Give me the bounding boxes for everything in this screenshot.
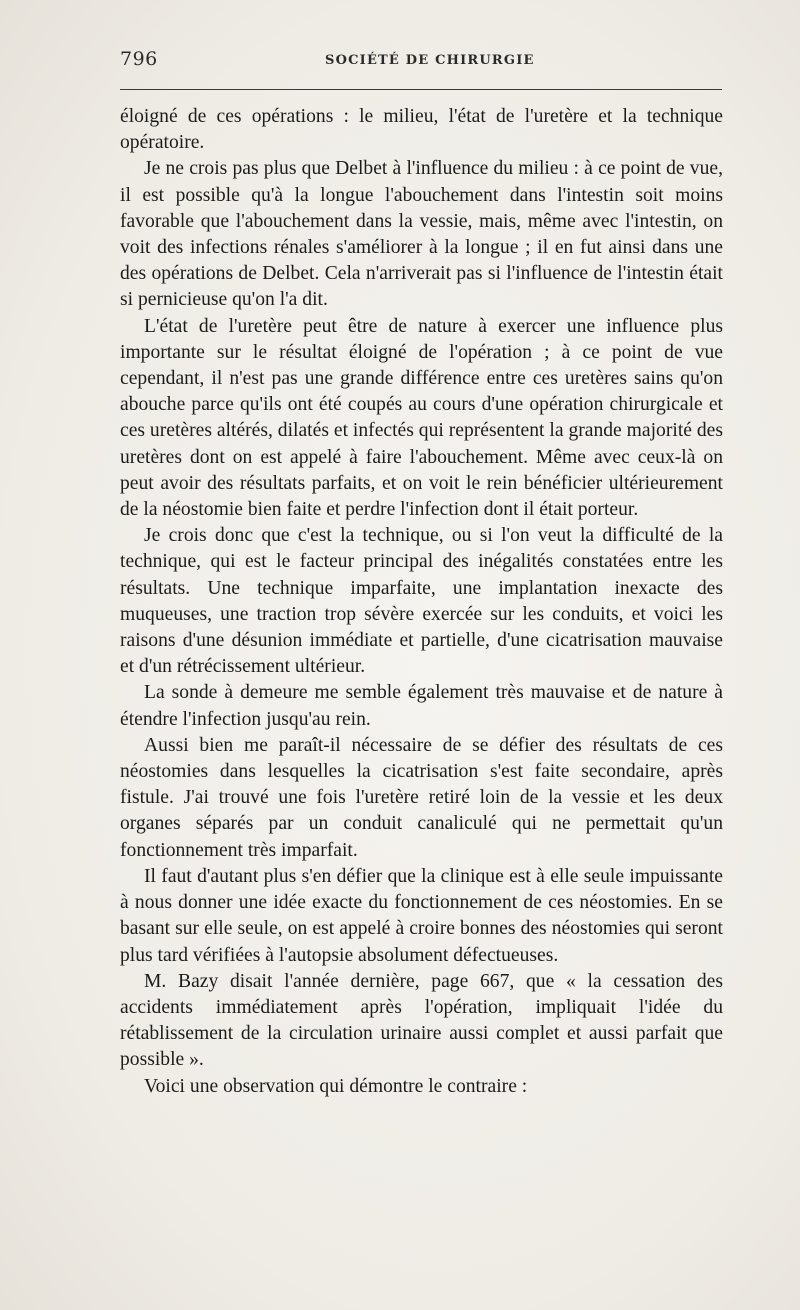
paragraph: La sonde à demeure me semble également très mauvaise et de nature à étendre l'infection jusqu'au rein. [120,682,723,730]
paragraph: Il faut d'autant plus s'en défier que la clinique est à elle seule impuissante à nous donner une idée exacte du fonctionnement de ces néostomies. En se basant sur elle seule, on est appelé à croire bonnes des néostomies qui seront plus tard vérifiées à l'autopsie absolument défectueuses. [120,865,723,966]
paragraph: Aussi bien me paraît-il nécessaire de se défier des résultats de ces néostomies dans lesquelles la cicatrisation s'est faite secondaire, après fistule. J'ai trouvé une fois l'uretère retiré loin de la vessie et les deux organes séparés par un conduit canaliculé qui ne permettait qu'un fonctionnement très imparfait. [120,734,723,861]
header-rule [120,89,722,90]
paragraph: Je crois donc que c'est la technique, ou si l'on veut la difficulté de la technique, qui est le facteur principal des inégalités constatées entre les résultats. Une technique imparfaite, une implantation inexacte des muqueuses, une traction trop sévère exercée sur les conduits, et voici les raisons d'une désunion immédiate et partielle, d'une cicatrisation mauvaise et d'un rétrécissement ultérieur. [120,525,723,678]
running-title: SOCIÉTÉ DE CHIRURGIE [325,53,535,68]
page-header [120,48,722,76]
paragraph: M. Bazy disait l'année dernière, page 667, que « la cessation des accidents immédiatement après l'opération, impliquait l'idée du rétablissement de la circulation urinaire aussi complet et aussi parfait que possible ». [120,970,723,1071]
paragraph: éloigné de ces opérations : le milieu, l'état de l'uretère et la technique opératoire. [120,106,723,154]
page-number: 796 [120,48,158,70]
body-text [120,104,723,1100]
paragraph: L'état de l'uretère peut être de nature à exercer une influence plus importante sur le résultat éloigné de l'opération ; à ce point de vue cependant, il n'est pas une grande différence entre ces uretères sains qu'on abouche parce qu'ils ont été coupés au cours d'une opération chirurgicale et ces uretères altérés, dilatés et infectés qui représentent la grande majorité des uretères dont on est appelé à faire l'abouchement. Même avec ceux-là on peut avoir des résultats parfaits, et on voit le rein bénéficier ultérieurement de la néostomie bien faite et perdre l'infection dont il était porteur. [120,315,723,521]
paragraph: Je ne crois pas plus que Delbet à l'influence du milieu : à ce point de vue, il est possible qu'à la longue l'abouchement dans l'intestin soit moins favorable que l'abouchement dans la vessie, mais, même avec l'intestin, on voit des infections rénales s'améliorer à la longue ; il en fut ainsi dans une des opérations de Delbet. Cela n'arriverait pas si l'influence de l'intestin était si pernicieuse qu'on l'a dit. [120,158,723,311]
paragraph: Voici une observation qui démontre le contraire : [144,1075,528,1097]
